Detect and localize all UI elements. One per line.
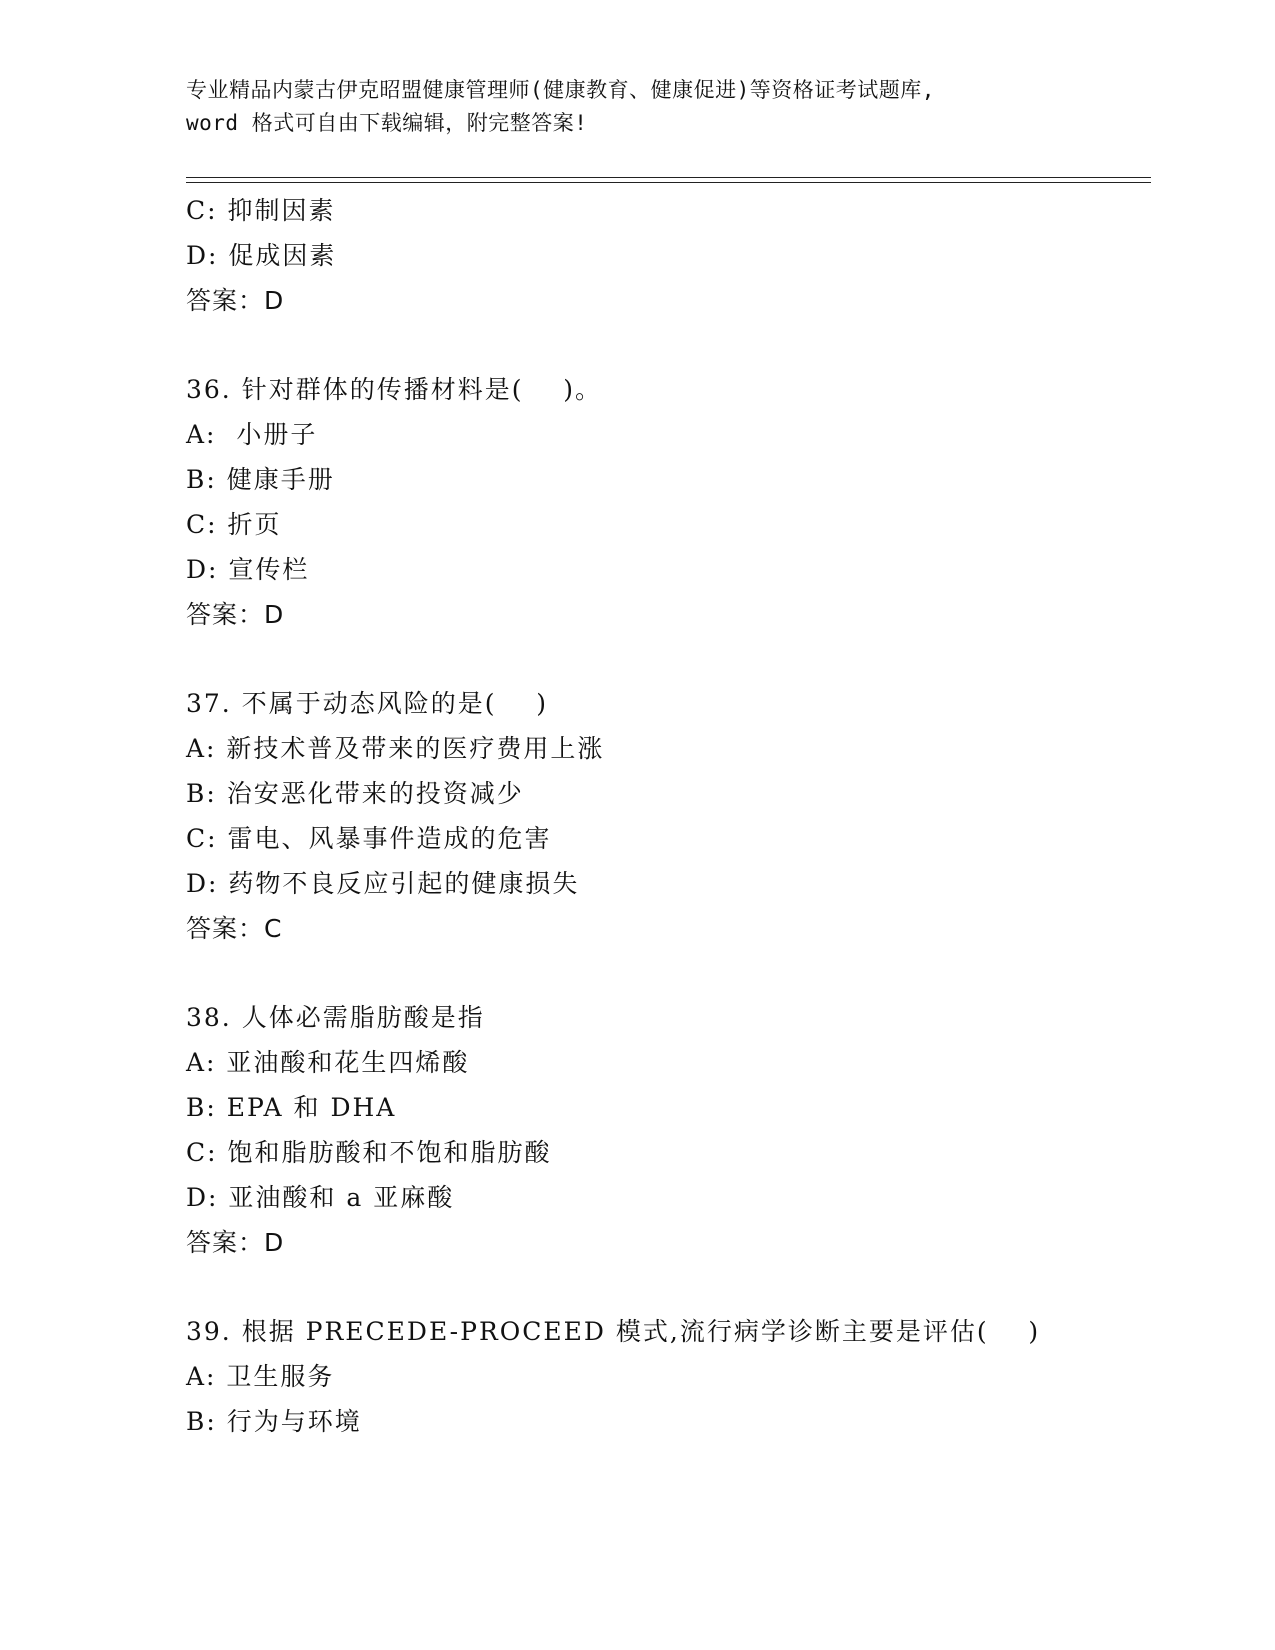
option-b: B: 治安恶化带来的投资减少: [186, 779, 524, 808]
question-title: 37. 不属于动态风险的是( ): [186, 689, 548, 718]
option-c: C: 饱和脂肪酸和不饱和脂肪酸: [186, 1138, 552, 1167]
question-list: [186, 188, 1146, 1444]
answer-label: 答案：D: [186, 286, 285, 315]
answer-label: 答案：D: [186, 1228, 285, 1257]
question-title: 39. 根据 PRECEDE-PROCEED 模式,流行病学诊断主要是评估( ): [186, 1317, 1041, 1346]
header-divider-top: [186, 177, 1151, 178]
header-line-1: 专业精品内蒙古伊克昭盟健康管理师(健康教育、健康促进)等资格证考试题库,: [186, 78, 935, 102]
option-c: C: 雷电、风暴事件造成的危害: [186, 824, 552, 853]
option-a: A: 小册子: [186, 420, 318, 449]
question-block-37: [186, 681, 1146, 951]
question-block-36: [186, 367, 1146, 637]
option-b: B: EPA 和 DHA: [186, 1093, 397, 1122]
question-block-39: [186, 1309, 1146, 1444]
question-title: 36. 针对群体的传播材料是( )。: [186, 375, 603, 404]
option-d: D: 促成因素: [186, 241, 337, 270]
question-title: 38. 人体必需脂肪酸是指: [186, 1003, 485, 1032]
option-a: A: 亚油酸和花生四烯酸: [186, 1048, 470, 1077]
answer-label: 答案：C: [186, 914, 283, 943]
option-b: B: 行为与环境: [186, 1407, 362, 1436]
option-c: C: 抑制因素: [186, 196, 336, 225]
question-block-38: [186, 995, 1146, 1265]
question-block-35: [186, 188, 1146, 323]
option-b: B: 健康手册: [186, 465, 335, 494]
option-d: D: 药物不良反应引起的健康损失: [186, 869, 580, 898]
header-divider-bottom: [186, 182, 1151, 183]
option-a: A: 新技术普及带来的医疗费用上涨: [186, 734, 605, 763]
answer-label: 答案：D: [186, 600, 285, 629]
header-line-2: word 格式可自由下载编辑，附完整答案!: [186, 111, 588, 135]
option-d: D: 宣传栏: [186, 555, 310, 584]
page-header: [186, 74, 1086, 140]
option-c: C: 折页: [186, 510, 282, 539]
option-d: D: 亚油酸和 a 亚麻酸: [186, 1183, 455, 1212]
option-a: A: 卫生服务: [186, 1362, 335, 1391]
